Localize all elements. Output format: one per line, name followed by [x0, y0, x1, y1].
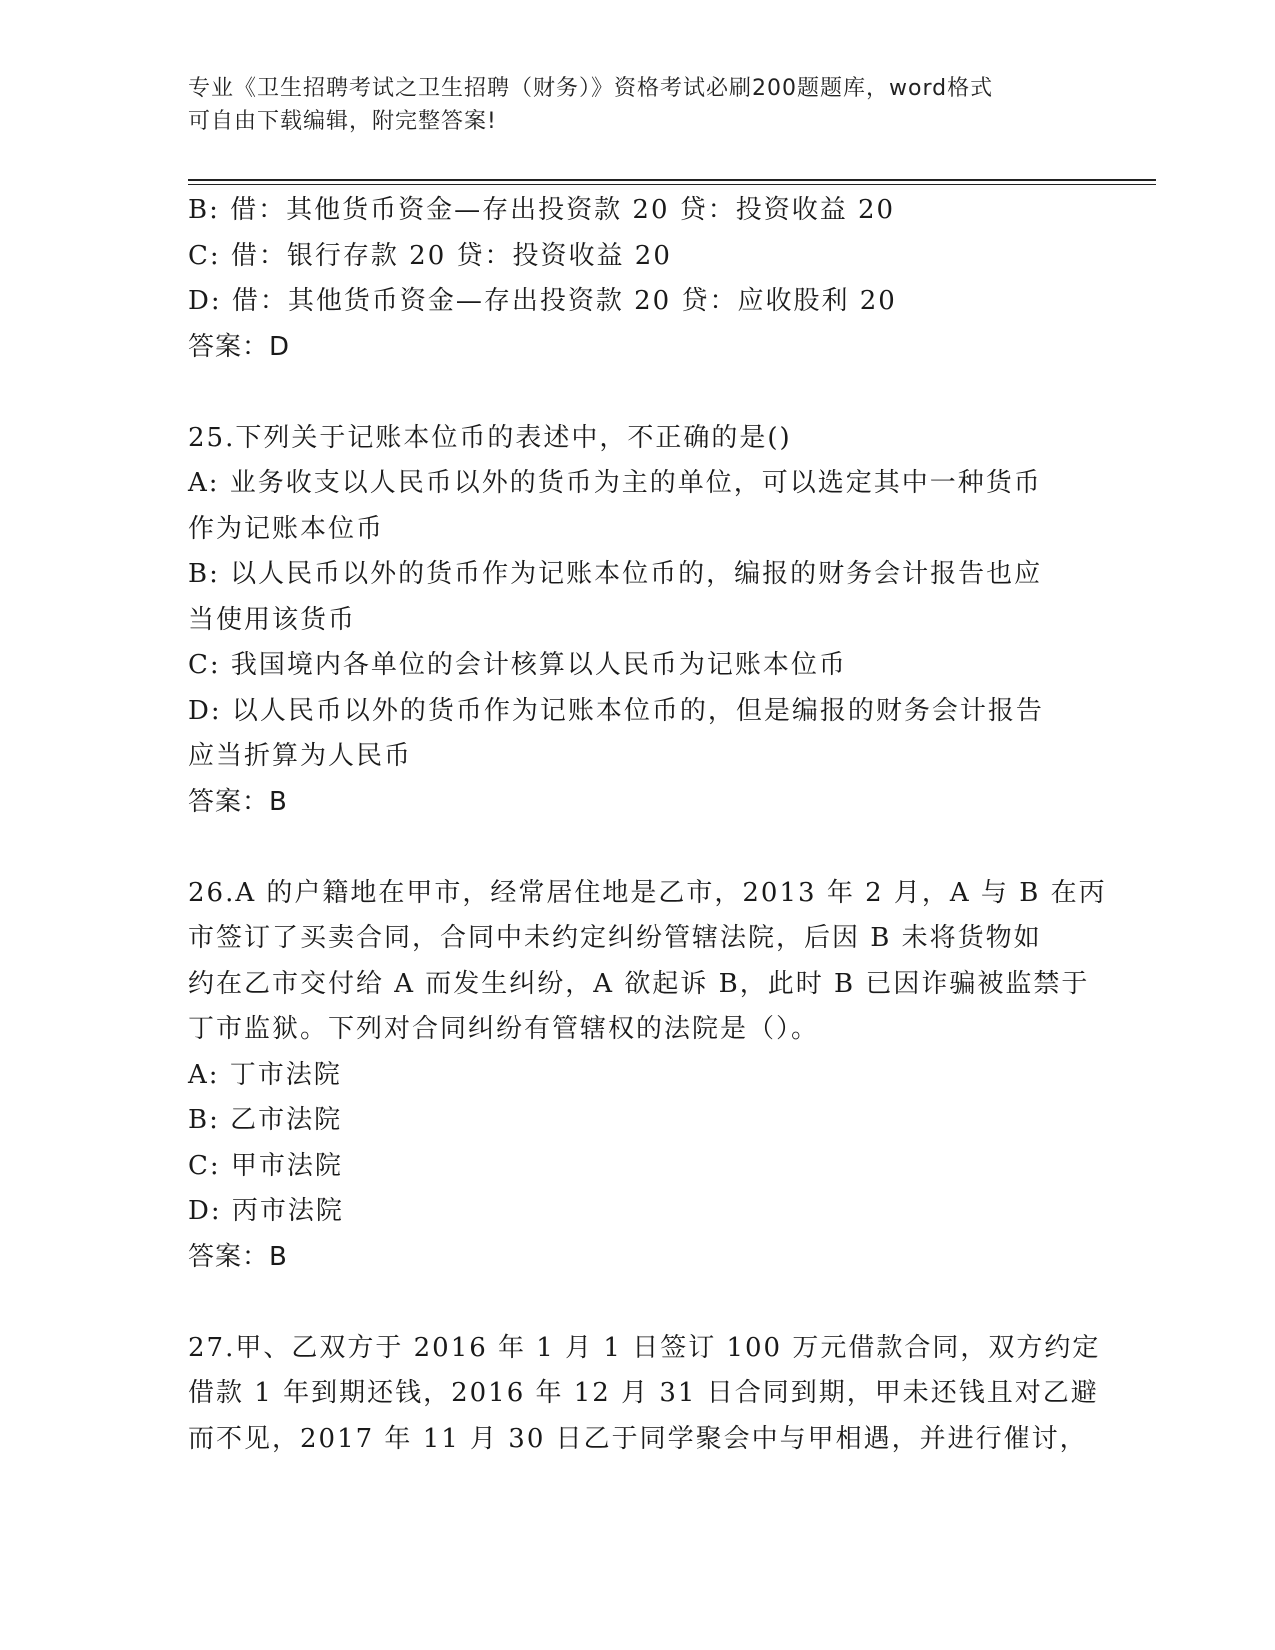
q26-option-b: B: 乙市法院 — [188, 1105, 343, 1135]
question-26-stem-line3: 约在乙市交付给 A 而发生纠纷，A 欲起诉 B，此时 B 已因诈骗被监禁于 — [188, 968, 1090, 999]
q25-option-b-line1: B: 以人民币以外的货币作为记账本位币的，编报的财务会计报告也应 — [188, 559, 1043, 589]
q25-option-b-line2: 当使用该货币 — [188, 604, 357, 635]
header-divider-thick — [188, 179, 1156, 181]
answer-24: 答案：D — [188, 331, 291, 362]
question-26-stem-line2: 市签订了买卖合同，合同中未约定纠纷管辖法院，后因 B 未将货物如 — [188, 923, 1042, 953]
q26-option-a: A: 丁市法院 — [188, 1059, 342, 1090]
q25-option-a-line1: A: 业务收支以人民币以外的货币为主的单位，可以选定其中一种货币 — [188, 468, 1042, 498]
question-26-stem-line4: 丁市监狱。下列对合同纠纷有管辖权的法院是（）。 — [188, 1014, 820, 1044]
q26-option-c: C: 甲市法院 — [188, 1150, 343, 1181]
question-27-stem-line2: 借款 1 年到期还钱，2016 年 12 月 31 日合同到期，甲未还钱且对乙避 — [188, 1378, 1099, 1408]
q25-option-c: C: 我国境内各单位的会计核算以人民币为记账本位币 — [188, 650, 847, 680]
question-27-stem-line1: 27.甲、乙双方于 2016 年 1 月 1 日签订 100 万元借款合同，双方约定 — [188, 1332, 1101, 1363]
q26-option-d: D: 丙市法院 — [188, 1196, 344, 1226]
q25-option-d-line2: 应当折算为人民币 — [188, 741, 413, 771]
question-27-stem-line3: 而不见，2017 年 11 月 30 日乙于同学聚会中与甲相遇，并进行催讨， — [188, 1423, 1088, 1454]
q25-option-a-line2: 作为记账本位币 — [188, 513, 385, 544]
question-content — [188, 188, 1107, 1462]
answer-25: 答案：B — [188, 786, 288, 817]
q25-option-d-line1: D: 以人民币以外的货币作为记账本位币的，但是编报的财务会计报告 — [188, 695, 1044, 726]
question-26-stem-line1: 26.A 的户籍地在甲市，经常居住地是乙市，2013 年 2 月，A 与 B 在丙 — [188, 877, 1107, 908]
header-line-1: 专业《卫生招聘考试之卫生招聘（财务）》资格考试必刷200题题库，word格式 — [188, 76, 994, 101]
header-line-2: 可自由下载编辑，附完整答案! — [188, 109, 497, 134]
answer-26: 答案：B — [188, 1241, 288, 1272]
question-24-options — [188, 188, 1088, 325]
question-25-stem: 25.下列关于记账本位币的表述中，不正确的是() — [188, 422, 792, 453]
option-d: D: 借：其他货币资金—存出投资款 20 贷：应收股利 20 — [188, 286, 897, 316]
option-b: B: 借：其他货币资金—存出投资款 20 贷：投资收益 20 — [188, 195, 896, 225]
header-divider-thin — [188, 184, 1156, 185]
document-header — [188, 72, 1068, 138]
option-c: C: 借：银行存款 20 贷：投资收益 20 — [188, 240, 672, 271]
